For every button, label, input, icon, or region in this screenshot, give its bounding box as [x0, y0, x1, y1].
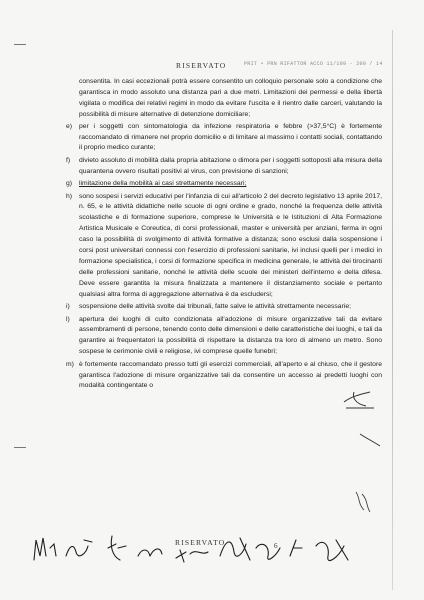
item-text: divieto assoluto di mobilità dalla propria abitazione o dimora per i soggetti sottoposti alla misura della quarantena ovvero risultati positivi al virus, con previsione di sanzioni;	[79, 156, 382, 175]
footer-title: RISERVATO	[175, 538, 226, 547]
item-text: per i soggetti con sintomatologia da infezione respiratoria e febbre (>37,5°C) è fortemente raccomandato di rimanere nel proprio domicilio e di limitare al massimo i contatti sociali, contattando il proprio medico curante;	[79, 122, 382, 152]
item-label: h)	[66, 192, 73, 200]
item-text: è fortemente raccomandato presso tutti gli esercizi commerciali, all'aperto e al chiuso, che il gestore garantisca l'adozione di misure organizzative tali da consentire un accesso ai predetti luoghi con modalità contingentate o	[79, 360, 382, 390]
item-label: f)	[66, 156, 71, 164]
item-text: sospensione delle attività svolte dai tribunali, fatte salve le attività strettamente necessarie;	[79, 303, 352, 311]
item-label: e)	[66, 122, 73, 130]
item-text: limitazione della mobilità ai casi strettamente necessari;	[79, 180, 247, 188]
item-text: sono sospesi i servizi educativi per l'infanzia di cui all'articolo 2 del decreto legislativo 13 aprile 2017, n. 65, e le attività didattiche nelle scuole di ogni ordine e grado, nonché la frequenza delle attività scolastiche e di formazione superiore, comprese le Università e le Istituzioni di Alta Formazione Artistica Musicale e Coreutica, di corsi professionali, master e università per anziani, ferma in ogni caso la possibilità di svolgimento di attività formative a distanza; sono esclusi dalla sospensione i corsi post universitari connessi con l'esercizio di professioni sanitarie, ivi inclusi quelli per i medici in formazione specialistica, i corsi di formazione specifica in medicina generale, le attività dei tirocinanti delle professioni sanitarie, nonché le attività delle scuole dei ministeri dell'interno e della difesa. Deve essere garantita la misura finalizzata a mantenere il distanziamento sociale e pertanto qualsiasi altra forma di aggregazione alternativa è da escludersi;	[79, 192, 382, 298]
header-protocol-stamp: PRIT • PRN RIFATTOR ACCO 11/199 - 200 / 14	[244, 61, 383, 67]
header-title: RISERVATO	[176, 61, 227, 70]
item-label: g)	[66, 180, 73, 188]
intro-paragraph: consentita. In casi eccezionali potrà essere consentito un colloquio personale solo a condizione che garantisca in modo assoluto una distanza pari a due metri. Limitazioni dei permessi e della libertà vigilata o modifica dei relativi regimi in modo da evitare l'uscita e il rientro dalle carceri, valutando la possibilità di misure alternative di detenzione domiciliare;	[79, 78, 382, 118]
item-label: i)	[66, 303, 70, 311]
item-text: apertura dei luoghi di culto condizionata all'adozione di misure organizzative tali da evitare assembramenti di persone, tenendo conto delle dimensioni e delle caratteristiche dei luoghi, e tali da garantire ai frequentatori la possibilità di rispettare la distanza tra loro di almeno un metro. Sono sospese le cerimonie civili e religiose, ivi comprese quelle funebri;	[79, 315, 382, 356]
item-label: m)	[66, 360, 74, 368]
item-label: l)	[66, 315, 70, 323]
page-number: 6	[274, 542, 278, 550]
